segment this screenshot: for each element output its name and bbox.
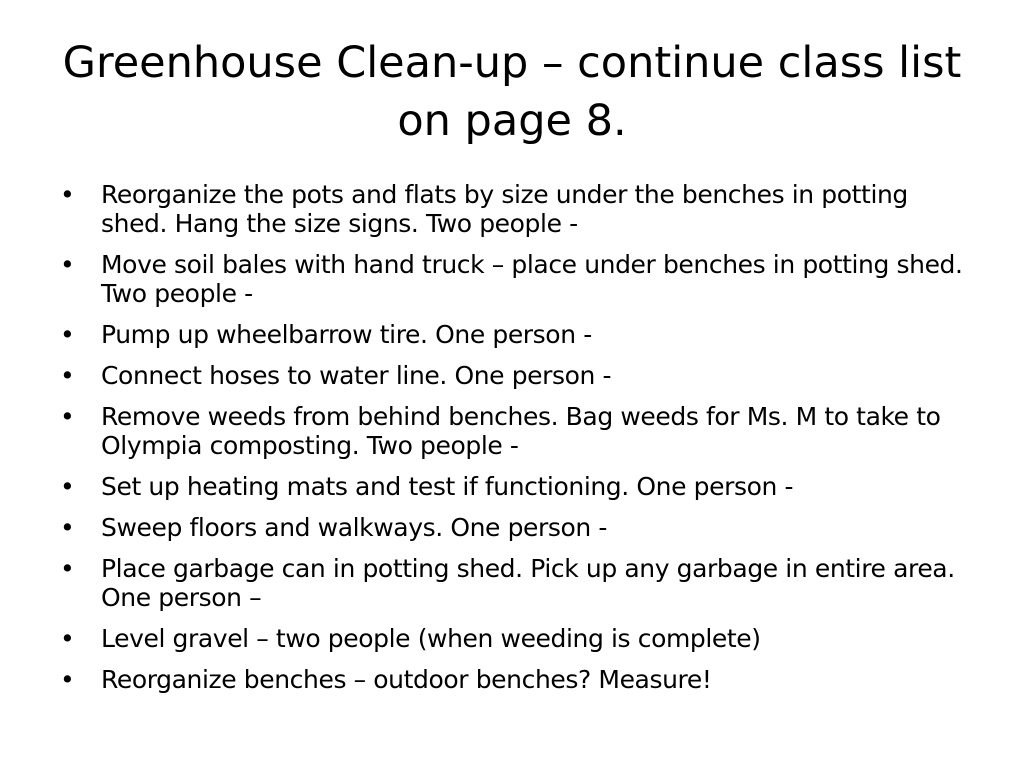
list-item — [56, 472, 976, 501]
list-item-text: Remove weeds from behind benches. Bag weeds for Ms. M to take to Olympia composting. Two people - — [101, 402, 941, 460]
bullet-icon: • — [60, 180, 75, 209]
list-item — [56, 624, 976, 653]
bullet-icon: • — [60, 624, 75, 653]
list-item — [56, 250, 976, 308]
bullet-icon: • — [60, 402, 75, 431]
bullet-icon: • — [60, 665, 75, 694]
bullet-icon: • — [60, 361, 75, 390]
bullet-icon: • — [60, 472, 75, 501]
list-item-text: Sweep floors and walkways. One person - — [101, 513, 608, 542]
list-item-text: Move soil bales with hand truck – place under benches in potting shed. Two people - — [101, 250, 963, 308]
list-item-text: Level gravel – two people (when weeding is complete) — [101, 624, 761, 653]
list-item — [56, 665, 976, 694]
slide-title: Greenhouse Clean-up – continue class list on page 8. — [62, 38, 962, 146]
list-item-text: Set up heating mats and test if functioning. One person - — [101, 472, 794, 501]
bullet-icon: • — [60, 320, 75, 349]
bullet-icon: • — [60, 250, 75, 279]
list-item-text: Pump up wheelbarrow tire. One person - — [101, 320, 592, 349]
list-item — [56, 180, 976, 238]
task-list — [56, 180, 976, 706]
list-item — [56, 513, 976, 542]
list-item-text: Reorganize benches – outdoor benches? Measure! — [101, 665, 712, 694]
list-item-text: Place garbage can in potting shed. Pick up any garbage in entire area. One person – — [101, 554, 955, 612]
list-item — [56, 361, 976, 390]
list-item-text: Reorganize the pots and flats by size under the benches in potting shed. Hang the size signs. Two people - — [101, 180, 908, 238]
bullet-icon: • — [60, 513, 75, 542]
list-item — [56, 320, 976, 349]
bullet-icon: • — [60, 554, 75, 583]
list-item-text: Connect hoses to water line. One person - — [101, 361, 612, 390]
list-item — [56, 554, 976, 612]
list-item — [56, 402, 976, 460]
